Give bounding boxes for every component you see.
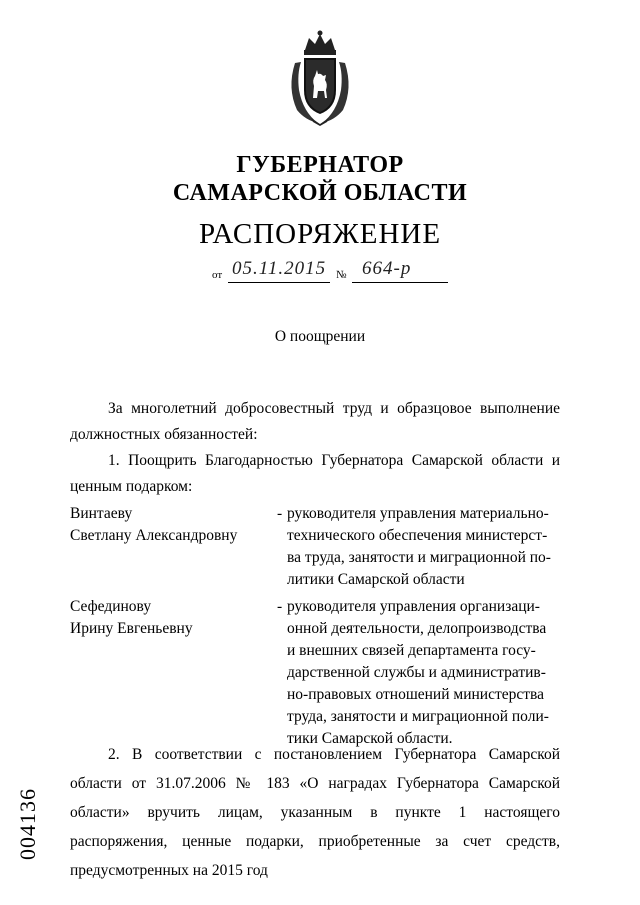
position-line: онной деятельности, делопроизводства bbox=[287, 620, 547, 637]
issuer-title-line1: ГУБЕРНАТОР bbox=[236, 152, 404, 178]
number-underline bbox=[352, 282, 448, 283]
handwritten-date: 05.11.2015 bbox=[232, 258, 327, 279]
position-line: технического обеспечения министерст- bbox=[287, 527, 548, 544]
position-line: дарственной службы и административ- bbox=[287, 664, 546, 681]
item-1-paragraph: 1. Поощрить Благодарностью Губернатора Самарской области и ценным подарком: bbox=[70, 452, 560, 495]
position-line: и внешних связей департамента госу- bbox=[287, 642, 536, 659]
document-type-title: РАСПОРЯЖЕНИЕ bbox=[198, 218, 442, 250]
position-line: литики Самарской области bbox=[287, 571, 465, 588]
subject-line: О поощрении bbox=[274, 328, 366, 345]
coat-of-arms-emblem bbox=[285, 28, 355, 126]
position-line: но-правовых отношений министерства bbox=[287, 686, 545, 703]
registration-line bbox=[212, 258, 452, 286]
recipient-dash: - bbox=[277, 505, 283, 522]
handwritten-number: 664-р bbox=[362, 258, 412, 279]
date-prefix: от bbox=[212, 269, 223, 281]
position-line: труда, занятости и миграционной поли- bbox=[287, 708, 549, 725]
position-line: ва труда, занятости и миграционной по- bbox=[287, 549, 551, 566]
position-line: тики Самарской области. bbox=[287, 730, 453, 747]
recipient-given-names: Светлану Александровну bbox=[70, 527, 238, 544]
recipient-position bbox=[287, 596, 562, 750]
item-2-paragraph: 2. В соответствии с постановлением Губернатора Самарской области от 31.07.2006 № 183 «О наградах Губернатора Самарской области» вручить лицам, указанным в пункте 1 настоящего распоряжения, ценные подарки, приобретенные за счет средств, предусмотренных на 2015 год bbox=[70, 746, 560, 879]
recipient-given-names: Ирину Евгеньевну bbox=[70, 620, 193, 637]
side-stamp-number: 004136 bbox=[15, 788, 40, 860]
recipient-position bbox=[287, 503, 562, 591]
issuer-title-line2: САМАРСКОЙ ОБЛАСТИ bbox=[172, 180, 468, 206]
recipient-name bbox=[70, 596, 270, 640]
recipient-name bbox=[70, 503, 270, 547]
number-prefix: № bbox=[336, 269, 347, 281]
recipient-surname: Винтаеву bbox=[70, 505, 133, 522]
position-line: руководителя управления материально- bbox=[287, 505, 549, 522]
recipient-surname: Сефединову bbox=[70, 598, 152, 615]
recipient-dash: - bbox=[277, 598, 283, 615]
date-underline bbox=[228, 282, 330, 283]
side-registration-stamp bbox=[14, 775, 42, 875]
intro-paragraph: За многолетний добросовестный труд и образцовое выполнение должностных обязанностей: bbox=[70, 400, 560, 443]
position-line: руководителя управления организаци- bbox=[287, 598, 540, 615]
